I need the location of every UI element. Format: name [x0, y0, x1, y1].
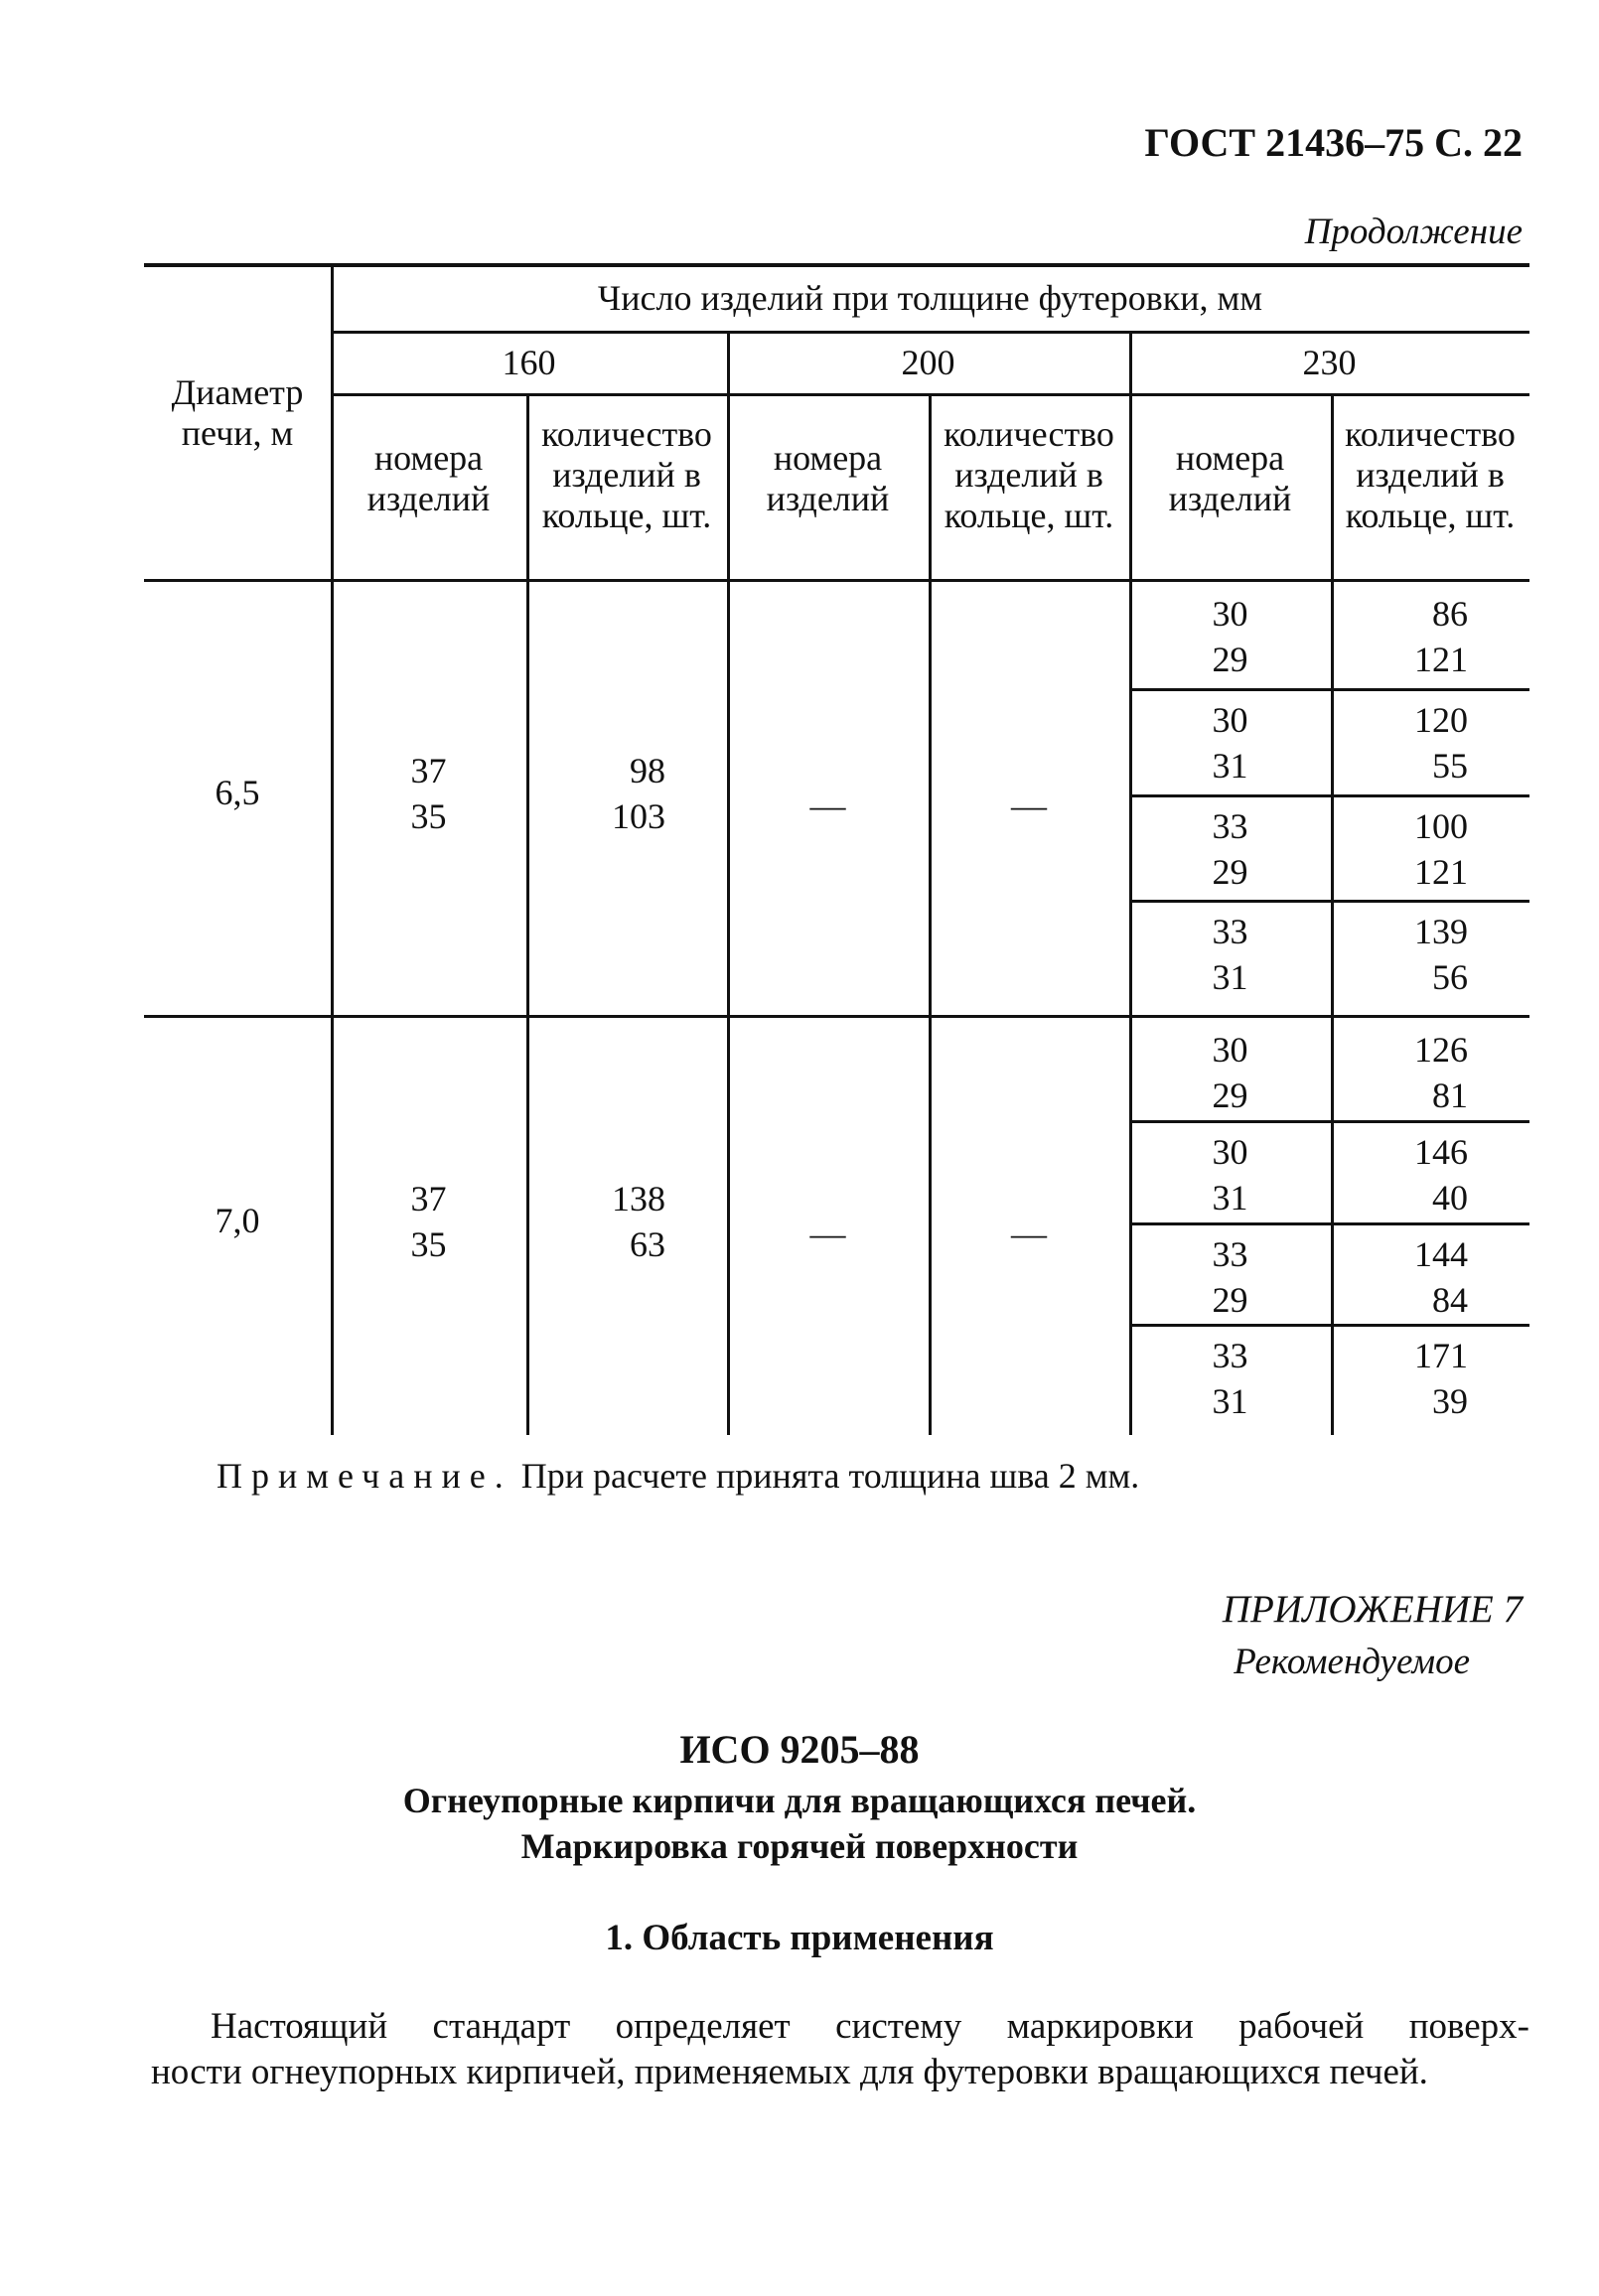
quantity-value: 121 — [1414, 851, 1468, 892]
note-text: При расчете принята толщина шва 2 мм. — [520, 1456, 1140, 1496]
group-divider-rule — [1129, 1222, 1529, 1225]
number-value: 37 — [410, 750, 447, 790]
number-value: 29 — [1212, 851, 1248, 892]
thickness-header-200: 200 — [901, 343, 955, 382]
number-value: 37 — [410, 1178, 447, 1219]
dash-value: — — [1011, 1213, 1047, 1253]
section-paragraph — [151, 2004, 1529, 2095]
quantity-value: 100 — [1414, 805, 1468, 846]
table-note — [217, 1455, 1139, 1497]
table-top-rule — [144, 263, 1529, 267]
group-header-rule — [331, 331, 1529, 334]
numbers-header: номера изделий — [366, 438, 491, 518]
iso-title: ИСО 9205–88 — [679, 1727, 920, 1772]
iso-subtitle-line-2: Маркировка горячей поверхности — [520, 1826, 1079, 1866]
quantity-header: количество изделий в кольце, шт. — [541, 414, 712, 535]
number-value: 29 — [1212, 1279, 1248, 1320]
group-header: Число изделий при толщине футеровки, мм — [597, 278, 1263, 318]
group-divider-rule — [1129, 688, 1529, 691]
quantity-value: 84 — [1432, 1279, 1468, 1320]
paragraph-line-1: Настоящий стандарт определяет систему маркировки рабочей поверх- — [211, 2006, 1529, 2047]
quantity-value: 138 — [612, 1178, 665, 1219]
number-value: 31 — [1212, 745, 1248, 786]
quantity-value: 139 — [1414, 912, 1468, 952]
quantity-value: 120 — [1414, 699, 1468, 740]
quantity-value: 146 — [1414, 1131, 1468, 1172]
diameter-value: 6,5 — [215, 772, 260, 812]
number-value: 29 — [1212, 1076, 1248, 1115]
iso-subtitle — [0, 1778, 1599, 1869]
number-value: 30 — [1212, 1131, 1248, 1172]
number-value: 33 — [1212, 805, 1248, 846]
iso-subtitle-line-1: Огнеупорные кирпичи для вращающихся печей. — [402, 1781, 1197, 1820]
quantity-value: 103 — [612, 795, 665, 836]
dash-value: — — [1011, 785, 1047, 825]
appendix-subtitle: Рекомендуемое — [1234, 1642, 1470, 1682]
numbers-header: номера изделий — [1168, 438, 1292, 518]
quantity-header: количество изделий в кольце, шт. — [944, 414, 1114, 535]
number-value: 33 — [1212, 1233, 1248, 1274]
quantity-value: 39 — [1432, 1381, 1468, 1422]
col-rule-2 — [526, 393, 529, 1435]
quantity-value: 98 — [630, 750, 665, 790]
note-label: Примечание. — [217, 1456, 512, 1496]
number-value: 33 — [1212, 1336, 1248, 1376]
number-value: 31 — [1212, 1177, 1248, 1218]
number-value: 30 — [1212, 594, 1248, 634]
quantity-value: 121 — [1414, 640, 1468, 679]
quantity-value: 86 — [1432, 594, 1468, 634]
paragraph-rest: ности огнеупорных кирпичей, применяемых для футеровки вращающихся печей. — [151, 2052, 1428, 2092]
number-value: 33 — [1212, 912, 1248, 952]
number-value: 30 — [1212, 1030, 1248, 1070]
group-divider-rule — [1129, 900, 1529, 903]
numbers-header: номера изделий — [766, 438, 890, 518]
quantity-value: 81 — [1432, 1076, 1468, 1115]
number-value: 35 — [410, 795, 447, 836]
data-table — [144, 263, 1529, 1435]
continuation-label: Продолжение — [1304, 212, 1523, 252]
thickness-header-160: 160 — [502, 343, 556, 382]
quantity-value: 56 — [1432, 957, 1468, 998]
number-value: 31 — [1212, 1381, 1248, 1422]
appendix-title: ПРИЛОЖЕНИЕ 7 — [1222, 1588, 1523, 1631]
page-header: ГОСТ 21436–75 С. 22 — [1144, 120, 1523, 165]
header-bottom-rule — [144, 579, 1529, 582]
quantity-value: 171 — [1414, 1336, 1468, 1376]
group-divider-rule — [1129, 794, 1529, 797]
dash-value: — — [809, 1213, 846, 1253]
number-value: 30 — [1212, 699, 1248, 740]
quantity-header: количество изделий в кольце, шт. — [1345, 414, 1516, 535]
col-rule-3 — [727, 331, 730, 1435]
number-value: 35 — [410, 1223, 447, 1264]
col-rule-4 — [929, 393, 932, 1435]
quantity-value: 144 — [1414, 1233, 1468, 1274]
quantity-value: 126 — [1414, 1030, 1468, 1070]
number-value: 29 — [1212, 640, 1248, 679]
group-divider-rule — [1129, 1120, 1529, 1123]
thickness-header-230: 230 — [1302, 343, 1357, 382]
group-divider-rule — [1129, 1324, 1529, 1327]
diameter-value: 7,0 — [215, 1200, 260, 1240]
diameter-header: Диаметр печи, м — [171, 372, 304, 453]
quantity-value: 55 — [1432, 745, 1468, 786]
section-title: 1. Область применения — [605, 1918, 994, 1958]
quantity-value: 63 — [630, 1223, 665, 1264]
number-value: 31 — [1212, 957, 1248, 998]
quantity-value: 40 — [1432, 1177, 1468, 1218]
dash-value: — — [809, 785, 846, 825]
row-separator-rule — [144, 1015, 1529, 1018]
